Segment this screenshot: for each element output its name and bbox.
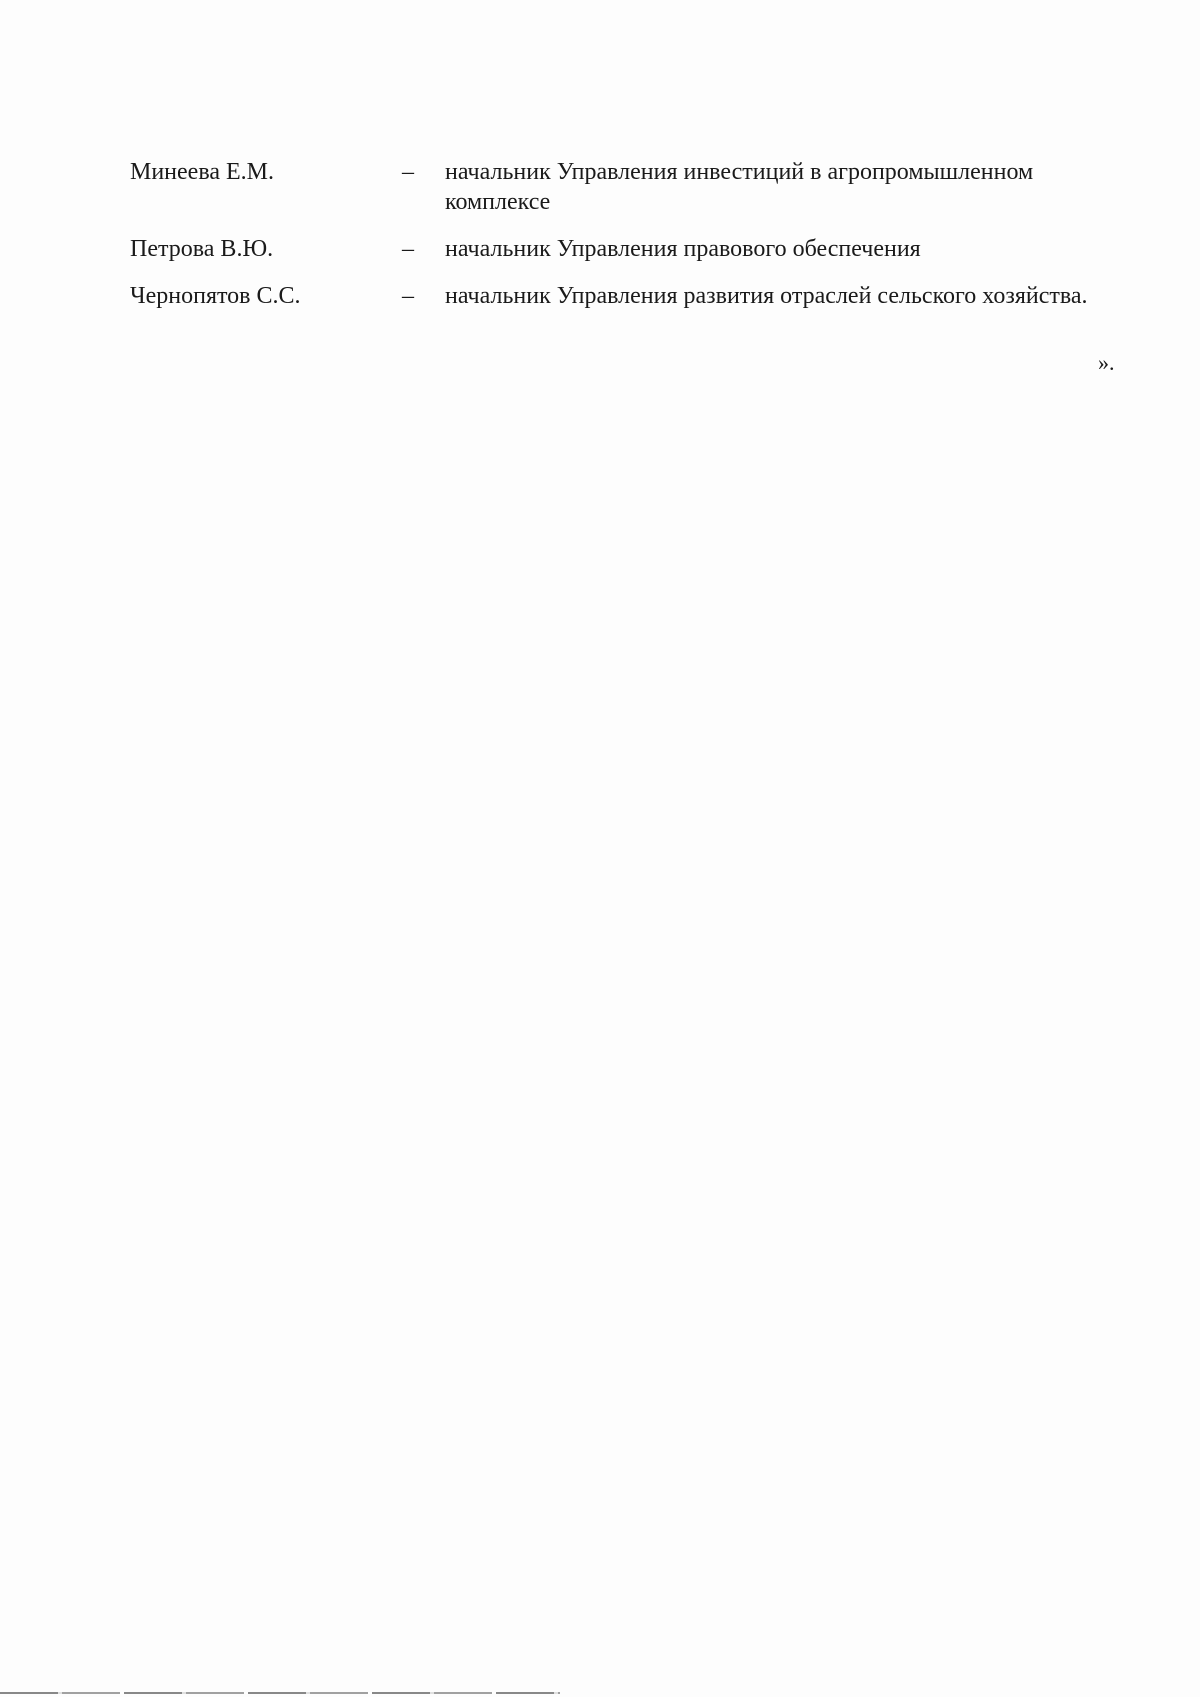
member-role: начальник Управления инвестиций в агропромышленном комплексе: [445, 159, 1034, 215]
member-role: начальник Управления развития отраслей сельского хозяйства.: [445, 283, 1088, 309]
member-dash: –: [402, 283, 414, 309]
member-name: Минеева Е.М.: [130, 159, 274, 185]
scan-edge-divider: [0, 1692, 560, 1694]
member-dash: –: [402, 236, 414, 262]
member-row: [130, 234, 1100, 264]
member-role: начальник Управления правового обеспечения: [445, 236, 921, 262]
member-name: Петрова В.Ю.: [130, 236, 274, 262]
member-dash: –: [402, 159, 414, 185]
member-name: Чернопятов С.С.: [130, 283, 301, 309]
member-list: [130, 157, 1100, 328]
member-row: [130, 157, 1100, 217]
member-row: [130, 281, 1100, 311]
closing-quote: ».: [1098, 350, 1115, 375]
